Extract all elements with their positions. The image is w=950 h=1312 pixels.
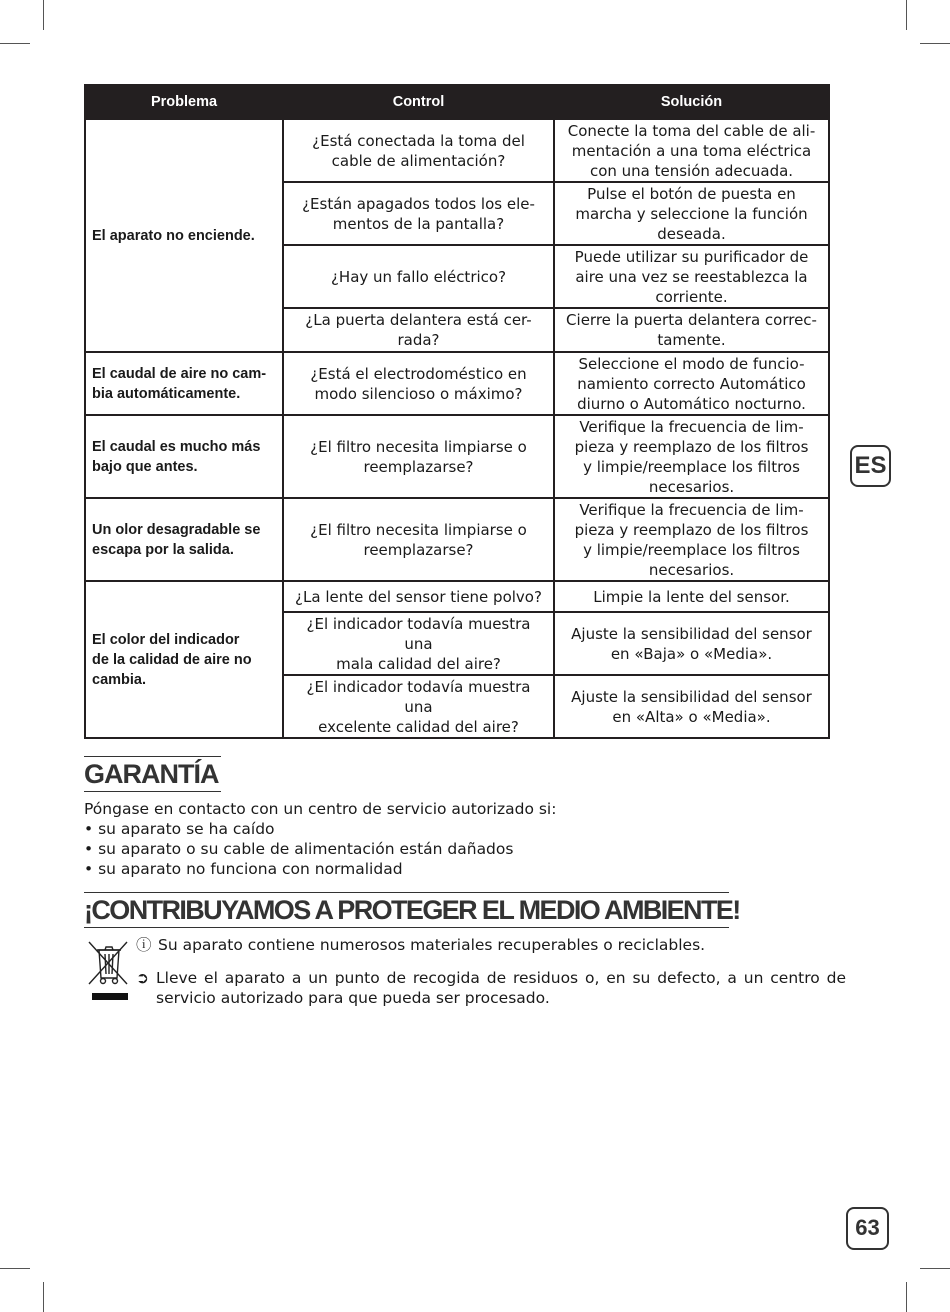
solution-cell [554, 675, 829, 738]
control-text: ¿La lente del sensor tiene polvo? [295, 587, 542, 606]
control-cell [283, 245, 554, 308]
control-text: ¿Están apagados todos los ele- mentos de la pantalla? [302, 194, 535, 233]
solution-cell [554, 612, 829, 675]
solution-text: Conecte la toma del cable de ali- mentación a una toma eléctrica con una tensión adecuada. [567, 121, 816, 180]
crop-mark [906, 0, 907, 30]
control-cell [283, 675, 554, 738]
crossed-out-wheelie-bin-icon [86, 938, 130, 1002]
crop-mark [920, 1268, 950, 1269]
control-text: ¿La puerta delantera está cer- rada? [305, 311, 532, 349]
control-text: ¿El filtro necesita limpiarse o reemplazarse? [310, 437, 527, 476]
info-icon: ⓘ [136, 936, 152, 954]
page-number: 63 [846, 1207, 889, 1250]
problem-text: El aparato no enciende. [92, 227, 255, 244]
problem-cell [85, 415, 283, 498]
control-text: ¿Está conectada la toma del cable de alimentación? [312, 131, 525, 170]
arrow-icon: ➲ [136, 969, 149, 987]
solution-text: Seleccione el modo de funcio- namiento correcto Automático diurno o Automático nocturno. [577, 354, 806, 413]
problem-text: Un olor desagradable se escapa por la salida. [92, 521, 261, 558]
problem-cell [85, 581, 283, 738]
solution-text: Limpie la lente del sensor. [593, 587, 790, 606]
solution-text: Ajuste la sensibilidad del sensor en «Alta» o «Media». [571, 687, 812, 726]
language-badge: ES [850, 445, 891, 487]
control-cell [283, 352, 554, 415]
control-text: ¿Hay un fallo eléctrico? [330, 267, 507, 286]
solution-text: Puede utilizar su purificador de aire una vez se reestablezca la corriente. [574, 247, 809, 306]
control-text: ¿El indicador todavía muestra una excelente calidad del aire? [306, 677, 531, 736]
crop-mark [906, 1282, 907, 1312]
solution-text: Ajuste la sensibilidad del sensor en «Baja» o «Media». [571, 624, 812, 663]
column-header-solucion: Solución [554, 85, 829, 119]
crop-mark [0, 1268, 30, 1269]
list-item: • su aparato se ha caído [84, 820, 275, 838]
control-text: ¿El filtro necesita limpiarse o reemplazarse? [310, 520, 527, 559]
crop-mark [920, 43, 950, 44]
table-row [85, 119, 829, 182]
crop-mark [0, 43, 30, 44]
warranty-text [84, 799, 556, 879]
crop-mark [43, 0, 44, 30]
problem-text: El caudal de aire no cam- bia automáticamente. [92, 365, 267, 402]
list-item: • su aparato no funciona con normalidad [84, 860, 403, 878]
problem-cell [85, 498, 283, 581]
list-item: • su aparato o su cable de alimentación están dañados [84, 840, 514, 858]
control-cell [283, 308, 554, 352]
recyclable-note [136, 935, 846, 955]
problem-text: El caudal es mucho más bajo que antes. [92, 438, 261, 475]
table-row [85, 415, 829, 498]
solution-cell [554, 245, 829, 308]
problem-text: El color del indicador de la calidad de aire no cambia. [92, 631, 252, 688]
solution-cell [554, 498, 829, 581]
solution-cell [554, 581, 829, 612]
problem-cell [85, 352, 283, 415]
table-header-row [85, 85, 829, 119]
control-cell [283, 182, 554, 245]
control-cell [283, 581, 554, 612]
solution-cell [554, 182, 829, 245]
solution-cell [554, 415, 829, 498]
control-text: ¿Está el electrodoméstico en modo silencioso o máximo? [310, 364, 527, 403]
table-row [85, 581, 829, 612]
warranty-heading: GARANTÍA [84, 756, 221, 792]
crop-mark [43, 1282, 44, 1312]
control-cell [283, 119, 554, 182]
solution-text: Pulse el botón de puesta en marcha y seleccione la función deseada. [575, 184, 808, 243]
solution-text: Verifique la frecuencia de lim- pieza y reemplazo de los filtros y limpie/reemplace los filtros necesarios. [574, 500, 809, 579]
warranty-intro: Póngase en contacto con un centro de servicio autorizado si: [84, 800, 557, 818]
control-cell [283, 415, 554, 498]
recyclable-note-text: Su aparato contiene numerosos materiales recuperables o reciclables. [158, 936, 706, 954]
control-cell [283, 498, 554, 581]
column-header-control: Control [283, 85, 554, 119]
troubleshooting-table [84, 84, 830, 739]
table-row [85, 352, 829, 415]
control-cell [283, 612, 554, 675]
solution-text: Verifique la frecuencia de lim- pieza y reemplazo de los filtros y limpie/reemplace los filtros necesarios. [574, 417, 809, 496]
disposal-note-text: Lleve el aparato a un punto de recogida de residuos o, en su defecto, a un centro de servicio autorizado para que pueda ser procesado. [156, 969, 846, 1007]
column-header-problema: Problema [85, 85, 283, 119]
problem-cell [85, 119, 283, 352]
solution-cell [554, 352, 829, 415]
environment-heading: ¡CONTRIBUYAMOS A PROTEGER EL MEDIO AMBIENTE! [84, 892, 729, 928]
solution-cell [554, 119, 829, 182]
table-row [85, 498, 829, 581]
solution-text: Cierre la puerta delantera correc- tamente. [566, 311, 817, 349]
solution-cell [554, 308, 829, 352]
disposal-note [136, 968, 846, 1008]
control-text: ¿El indicador todavía muestra una mala calidad del aire? [306, 614, 531, 673]
